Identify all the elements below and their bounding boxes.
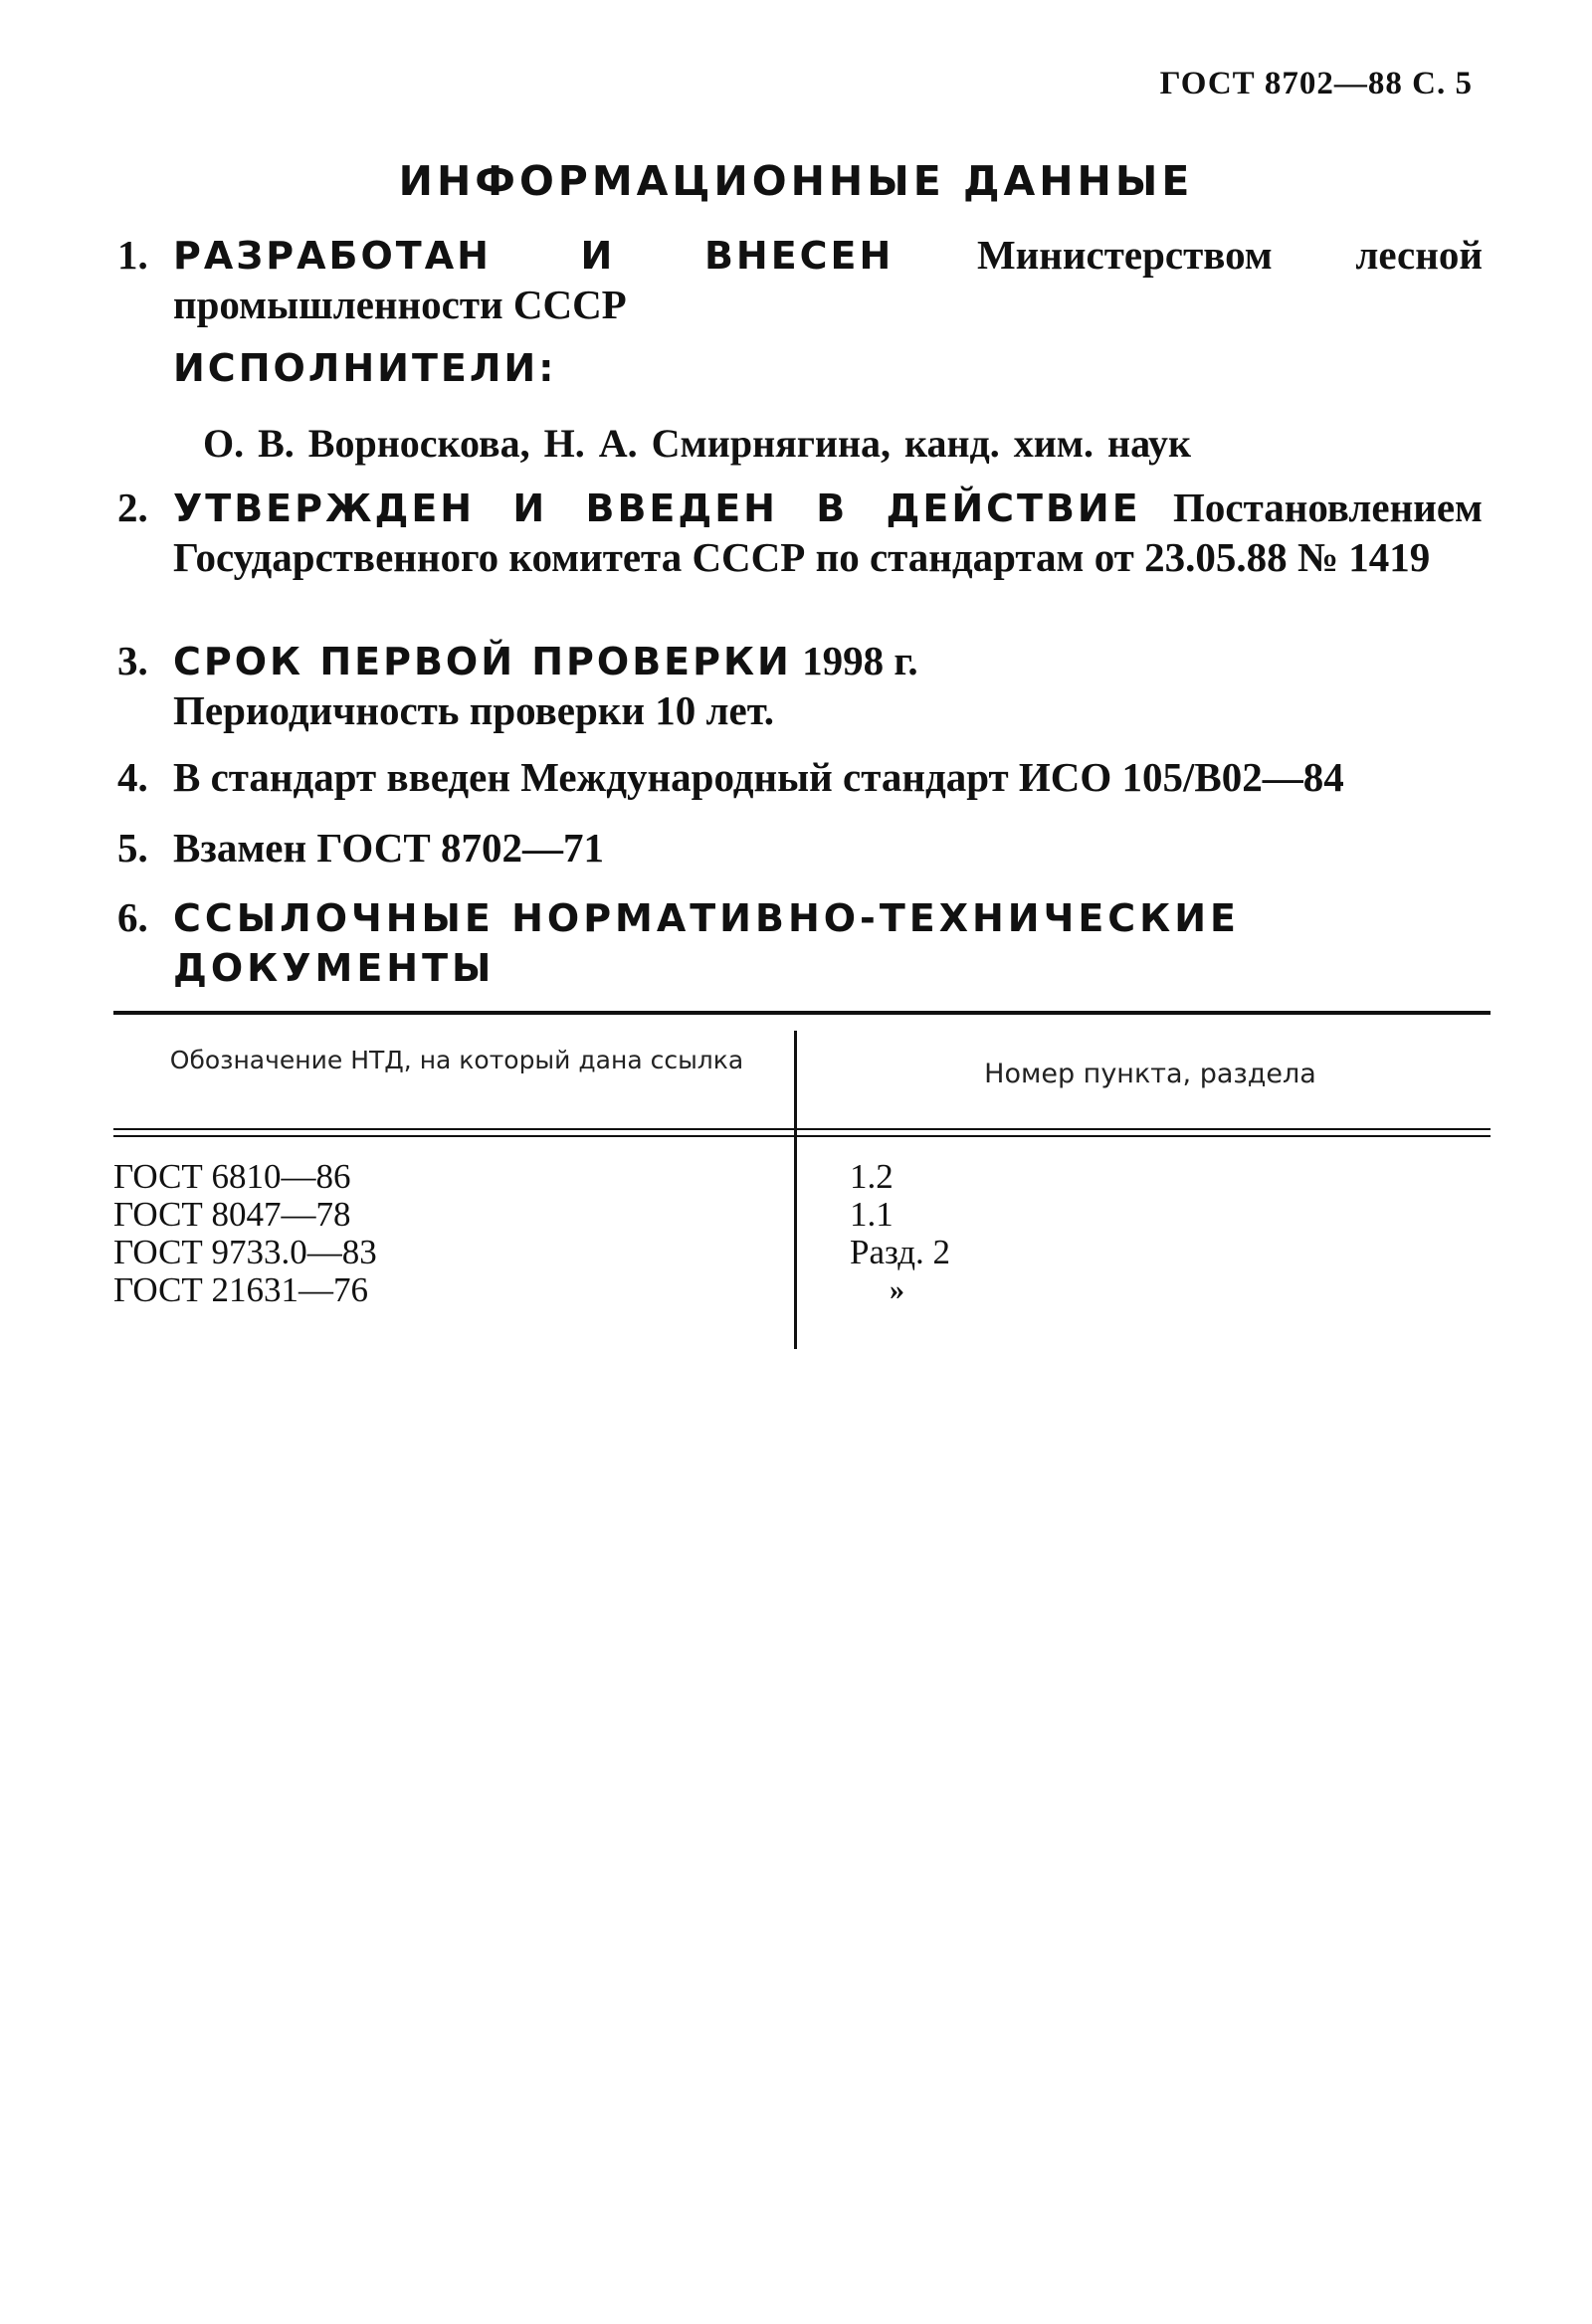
table-column-divider bbox=[794, 1031, 797, 1349]
table-cell-section: Разд. 2 bbox=[850, 1233, 951, 1271]
item-heading: СРОК ПЕРВОЙ ПРОВЕРКИ bbox=[173, 640, 792, 683]
item-text: Постановлением Государственного комитета СССР по стандартам от 23.05.88 № 1419 bbox=[173, 484, 1483, 580]
table-cell-designation: ГОСТ 8047—78 bbox=[113, 1195, 351, 1234]
item-text: Взамен ГОСТ 8702—71 bbox=[173, 825, 604, 871]
item-text: 1998 г. bbox=[791, 638, 918, 683]
table-column-designations bbox=[113, 1158, 377, 1309]
table-cell-designation: ГОСТ 9733.0—83 bbox=[113, 1233, 377, 1271]
item-heading: РАЗРАБОТАН И ВНЕСЕН bbox=[173, 234, 895, 278]
reference-table bbox=[113, 1011, 1491, 1349]
info-item-3 bbox=[117, 637, 1483, 735]
table-cell-designation: ГОСТ 6810—86 bbox=[113, 1157, 351, 1196]
table-cell-section-ditto: » bbox=[890, 1273, 904, 1306]
table-cell-designation: ГОСТ 21631—76 bbox=[113, 1270, 369, 1309]
info-item-5 bbox=[117, 824, 1483, 872]
table-top-rule bbox=[113, 1011, 1491, 1015]
item-heading: ССЫЛОЧНЫЕ НОРМАТИВНО-ТЕХНИЧЕСКИЕ ДОКУМЕНТЫ bbox=[173, 896, 1240, 990]
authors-list: О. В. Ворноскова, Н. А. Смирнягина, канд. хим. наук bbox=[203, 421, 1192, 466]
page-title: ИНФОРМАЦИОННЫЕ ДАННЫЕ bbox=[398, 157, 1194, 205]
authors-label: ИСПОЛНИТЕЛИ: bbox=[173, 346, 557, 390]
item-number: 2. bbox=[117, 484, 148, 530]
table-cell-section: 1.1 bbox=[850, 1195, 894, 1234]
item-number: 5. bbox=[117, 825, 148, 871]
item-number: 1. bbox=[117, 232, 148, 278]
table-header-section: Номер пункта, раздела bbox=[984, 1059, 1316, 1089]
table-column-sections bbox=[850, 1158, 950, 1309]
info-item-4 bbox=[117, 753, 1483, 802]
item-text: Министерством лесной промышленности СССР bbox=[173, 232, 1483, 327]
item-heading: УТВЕРЖДЕН И ВВЕДЕН В ДЕЙСТВИЕ bbox=[173, 486, 1141, 530]
table-cell-section: 1.2 bbox=[850, 1157, 894, 1196]
table-header-rule bbox=[113, 1128, 1491, 1130]
info-item-6 bbox=[117, 893, 1483, 993]
item-number: 4. bbox=[117, 754, 148, 800]
info-item-1 bbox=[117, 231, 1483, 329]
table-header-designation: Обозначение НТД, на который дана ссылка bbox=[169, 1046, 744, 1074]
item-text-line2: Периодичность проверки 10 лет. bbox=[173, 687, 775, 733]
item-number: 6. bbox=[117, 894, 148, 940]
item-number: 3. bbox=[117, 638, 148, 683]
info-item-2 bbox=[117, 484, 1483, 582]
item-text: В стандарт введен Международный стандарт ИСО 105/В02—84 bbox=[173, 754, 1344, 800]
running-head: ГОСТ 8702—88 С. 5 bbox=[1159, 66, 1473, 101]
table-header-rule-double bbox=[113, 1135, 1491, 1137]
